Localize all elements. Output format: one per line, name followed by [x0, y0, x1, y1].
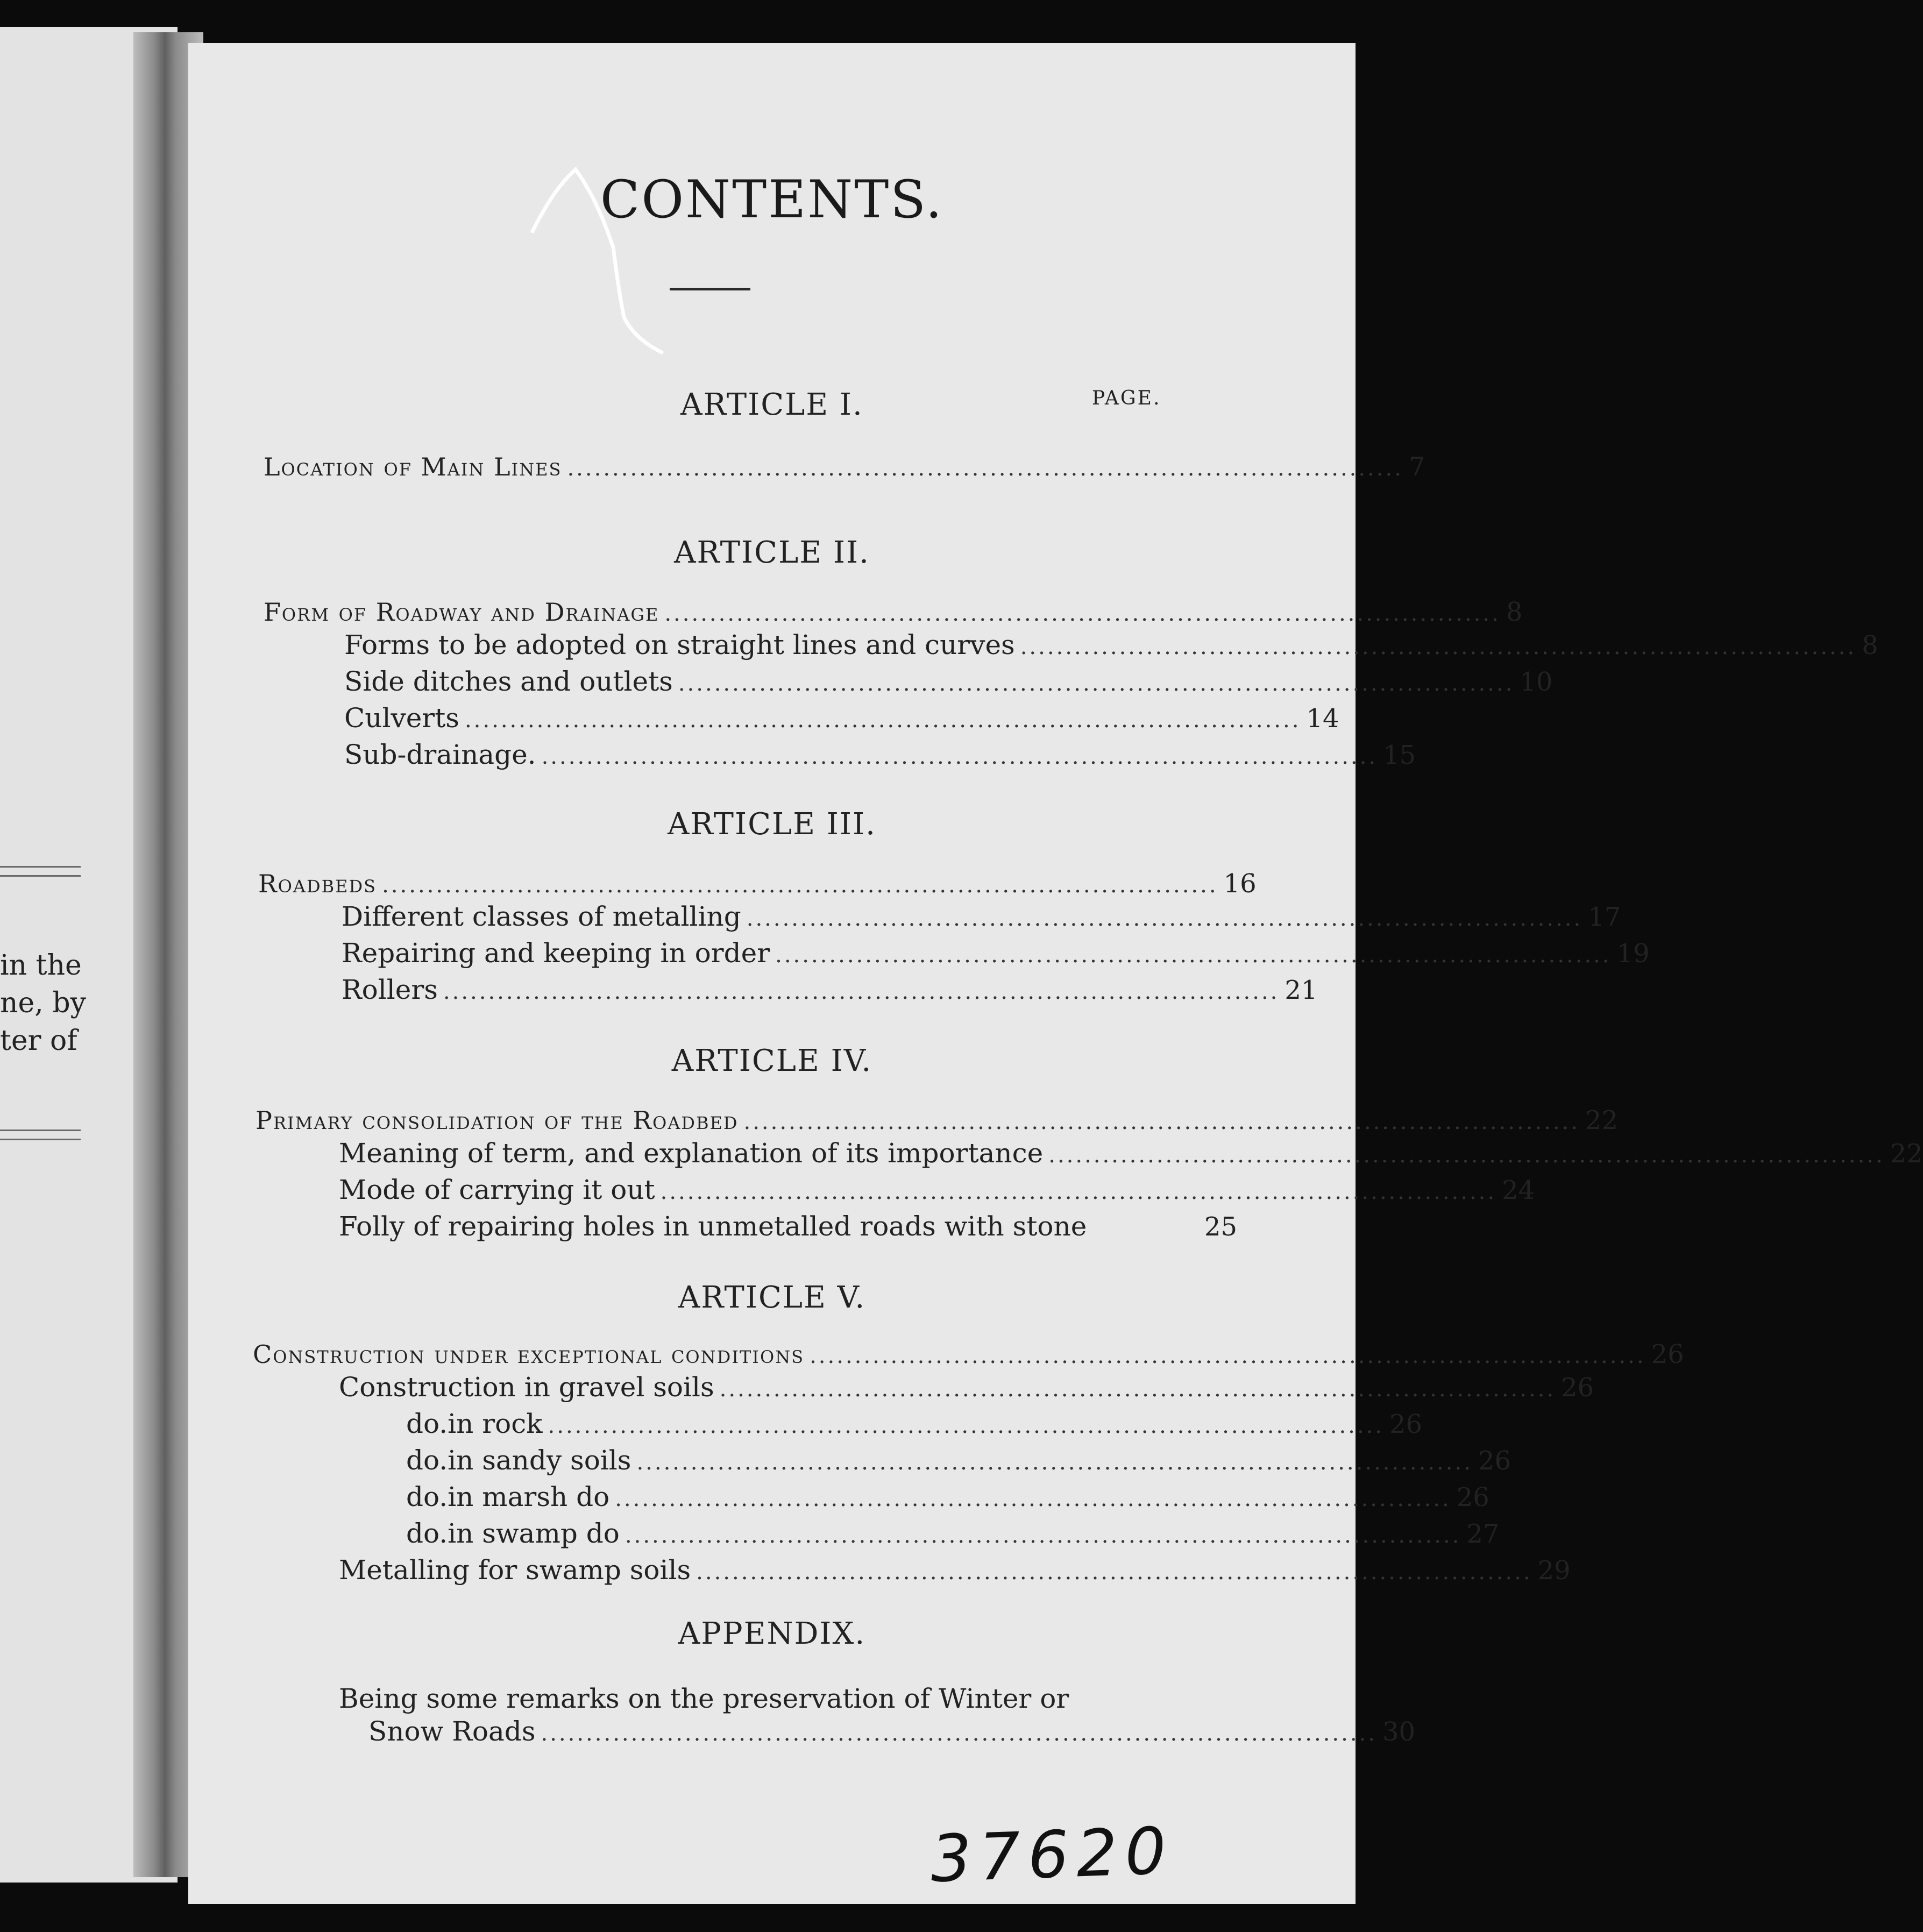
dot-leader: .............................................................................................: [382, 873, 1218, 898]
dot-leader: .............................................................................................: [541, 744, 1378, 769]
entry-page: 7: [1408, 452, 1425, 482]
toc-entry: [342, 974, 1318, 1005]
entry-text: Meaning of term, and explanation of its importance: [339, 1138, 1044, 1169]
entry-text: Repairing and keeping in order: [342, 937, 770, 969]
dot-leader: .............................................................................................: [810, 1344, 1646, 1368]
entry-page: 21: [1285, 975, 1318, 1005]
dot-leader: .............................................................................................: [719, 1377, 1556, 1402]
dot-leader: .............................................................................................: [1048, 1143, 1885, 1168]
dot-leader: .............................................................................................: [696, 1560, 1532, 1585]
entry-page: 26: [1456, 1482, 1489, 1512]
appendix-text-line: Being some remarks on the preservation of Winter or: [339, 1683, 1069, 1714]
entry-text: Forms to be adopted on straight lines and curves: [344, 629, 1015, 660]
dot-leader: .............................................................................................: [567, 456, 1403, 481]
entry-text: Form of Roadway and Drainage: [264, 598, 659, 627]
toc-entry: [264, 452, 1425, 482]
article-heading: ARTICLE V.: [678, 1280, 866, 1315]
dot-leader: .............................................................................................: [443, 979, 1280, 1004]
entry-text: Culverts: [344, 702, 459, 734]
toc-entry: [344, 629, 1878, 660]
toc-entry: [344, 702, 1339, 734]
toc-entry: [258, 869, 1257, 899]
toc-entry: [342, 901, 1621, 932]
entry-text: Mode of carrying it out: [339, 1174, 655, 1205]
toc-entry: [344, 666, 1553, 697]
entry-page: 22: [1890, 1139, 1923, 1169]
entry-text: Snow Roads: [368, 1716, 536, 1747]
entry-text: in sandy soils: [448, 1445, 631, 1476]
dot-leader: .............................................................................................: [664, 601, 1501, 626]
toc-entry: [339, 1138, 1923, 1169]
entry-text: Sub-drainage.: [344, 739, 536, 770]
facing-text-line: ter of: [0, 1025, 77, 1057]
toc-entry: [339, 1211, 1237, 1242]
entry-page: 15: [1383, 740, 1416, 770]
entry-page: 26: [1389, 1409, 1423, 1439]
entry-page: 25: [1204, 1212, 1237, 1242]
dot-leader: .............................................................................................: [1020, 635, 1857, 659]
page-column-label: PAGE.: [1092, 387, 1161, 409]
article-heading: ARTICLE I.: [680, 387, 863, 422]
dot-leader: .............................................................................................: [678, 671, 1515, 696]
entry-text: Different classes of metalling: [342, 901, 741, 932]
dot-leader: .............................................................................................: [775, 943, 1612, 968]
entry-text: in rock: [448, 1408, 543, 1439]
double-rule: [0, 1130, 81, 1140]
facing-text-line: ne, by: [0, 987, 86, 1019]
entry-page: 8: [1506, 597, 1523, 627]
toc-entry: [256, 1105, 1619, 1135]
toc-entry: [406, 1408, 1423, 1439]
toc-entry: [342, 937, 1650, 969]
toc-entry: [253, 1339, 1684, 1369]
toc-entry: [344, 739, 1416, 770]
article-heading: ARTICLE II.: [674, 535, 870, 570]
entry-text: in marsh do: [448, 1481, 610, 1512]
entry-text: Primary consolidation of the Roadbed: [256, 1106, 739, 1135]
entry-page: 27: [1466, 1519, 1500, 1549]
contents-page: [188, 43, 1923, 1904]
toc-entry: [406, 1445, 1511, 1476]
ditto-mark: do.: [406, 1518, 448, 1549]
entry-text: Folly of repairing holes in unmetalled roads with stone: [339, 1211, 1087, 1242]
entry-text: Metalling for swamp soils: [339, 1554, 691, 1586]
dot-leader: .............................................................................................: [743, 1110, 1580, 1134]
title-rule: [670, 288, 750, 290]
entry-page: 10: [1520, 667, 1553, 697]
entry-page: 26: [1478, 1446, 1511, 1476]
dot-leader: .............................................................................................: [541, 1721, 1377, 1746]
article-heading: ARTICLE IV.: [671, 1043, 872, 1078]
toc-entry: [264, 597, 1523, 627]
entry-text: Location of Main Lines: [264, 452, 562, 481]
appendix-heading: APPENDIX.: [678, 1616, 866, 1651]
dot-leader: .............................................................................................: [636, 1450, 1473, 1475]
dot-leader: .............................................................................................: [746, 906, 1583, 931]
entry-text: Rollers: [342, 974, 438, 1005]
entry-page: 16: [1223, 869, 1257, 899]
entry-page: 17: [1588, 902, 1621, 932]
dot-leader: .............................................................................................: [625, 1523, 1461, 1548]
entry-page: 29: [1537, 1555, 1571, 1586]
entry-page: 8: [1862, 630, 1878, 660]
entry-text: in swamp do: [448, 1518, 620, 1549]
toc-entry: [339, 1372, 1594, 1403]
dot-leader: .............................................................................................: [660, 1180, 1497, 1204]
dot-leader: .............................................................................................: [615, 1487, 1451, 1511]
ditto-mark: do.: [406, 1481, 448, 1512]
toc-entry: [339, 1174, 1535, 1205]
toc-entry: [406, 1481, 1489, 1512]
toc-entry: [339, 1554, 1571, 1586]
article-heading: ARTICLE III.: [668, 807, 876, 842]
entry-text: Construction in gravel soils: [339, 1372, 714, 1403]
dot-leader: .............................................................................................: [464, 708, 1301, 733]
entry-page: 26: [1651, 1339, 1684, 1369]
toc-entry: [368, 1716, 1416, 1747]
entry-text: Side ditches and outlets: [344, 666, 673, 697]
ditto-mark: do.: [406, 1408, 448, 1439]
dot-leader: .............................................................................................: [548, 1414, 1385, 1438]
entry-text: Roadbeds: [258, 869, 377, 898]
entry-page: 26: [1561, 1373, 1594, 1403]
entry-page: 14: [1306, 704, 1339, 734]
entry-page: 19: [1616, 939, 1650, 969]
ditto-mark: do.: [406, 1445, 448, 1476]
entry-page: 30: [1382, 1717, 1416, 1747]
entry-page: 24: [1502, 1175, 1535, 1205]
double-rule: [0, 866, 81, 877]
entry-page: 22: [1585, 1105, 1619, 1135]
facing-text-line: in the: [0, 949, 82, 982]
page-title: CONTENTS.: [600, 169, 944, 230]
handwritten-number: 37620: [929, 1814, 1175, 1897]
entry-text: Construction under exceptional conditions: [253, 1340, 805, 1369]
toc-entry: [406, 1518, 1500, 1549]
